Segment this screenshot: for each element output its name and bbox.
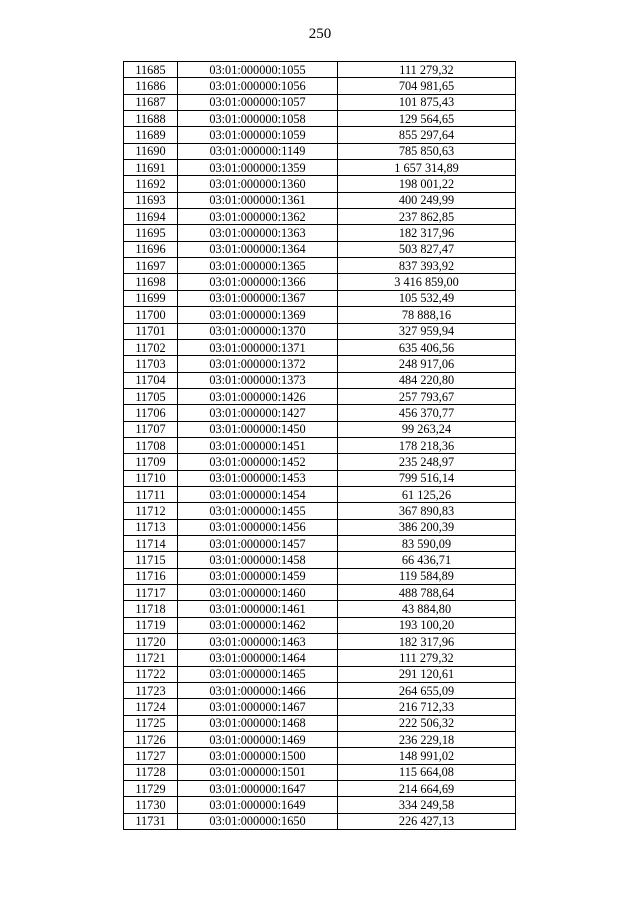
cadastral-number-cell: 03:01:000000:1359: [178, 160, 338, 176]
row-number-cell: 11692: [124, 176, 178, 192]
row-number-cell: 11689: [124, 127, 178, 143]
value-cell: 83 590,09: [338, 535, 516, 551]
cadastral-number-cell: 03:01:000000:1461: [178, 601, 338, 617]
row-number-cell: 11697: [124, 258, 178, 274]
table-row: [124, 634, 516, 650]
value-cell: 257 793,67: [338, 388, 516, 404]
table-row: [124, 209, 516, 225]
row-number-cell: 11710: [124, 470, 178, 486]
row-number-cell: 11708: [124, 437, 178, 453]
cadastral-number-cell: 03:01:000000:1455: [178, 503, 338, 519]
page-number: 250: [308, 26, 332, 42]
value-cell: 216 712,33: [338, 699, 516, 715]
row-number-cell: 11719: [124, 617, 178, 633]
row-number-cell: 11723: [124, 683, 178, 699]
row-number-cell: 11724: [124, 699, 178, 715]
table-row: [124, 241, 516, 257]
value-cell: 193 100,20: [338, 617, 516, 633]
row-number-cell: 11706: [124, 405, 178, 421]
value-cell: 148 991,02: [338, 748, 516, 764]
value-cell: 235 248,97: [338, 454, 516, 470]
value-cell: 198 001,22: [338, 176, 516, 192]
value-cell: 99 263,24: [338, 421, 516, 437]
value-cell: 66 436,71: [338, 552, 516, 568]
value-cell: 635 406,56: [338, 339, 516, 355]
cadastral-number-cell: 03:01:000000:1460: [178, 585, 338, 601]
value-cell: 111 279,32: [338, 650, 516, 666]
value-cell: 119 584,89: [338, 568, 516, 584]
value-cell: 367 890,83: [338, 503, 516, 519]
table-row: [124, 748, 516, 764]
row-number-cell: 11691: [124, 160, 178, 176]
row-number-cell: 11700: [124, 307, 178, 323]
table-row: [124, 437, 516, 453]
row-number-cell: 11726: [124, 732, 178, 748]
cadastral-number-cell: 03:01:000000:1366: [178, 274, 338, 290]
cadastral-number-cell: 03:01:000000:1055: [178, 62, 338, 78]
cadastral-number-cell: 03:01:000000:1647: [178, 781, 338, 797]
value-cell: 43 884,80: [338, 601, 516, 617]
cadastral-number-cell: 03:01:000000:1426: [178, 388, 338, 404]
row-number-cell: 11720: [124, 634, 178, 650]
table-row: [124, 388, 516, 404]
cadastral-number-cell: 03:01:000000:1371: [178, 339, 338, 355]
cadastral-number-cell: 03:01:000000:1057: [178, 94, 338, 110]
table-row: [124, 552, 516, 568]
row-number-cell: 11709: [124, 454, 178, 470]
table-row: [124, 617, 516, 633]
table-row: [124, 258, 516, 274]
cadastral-number-cell: 03:01:000000:1457: [178, 535, 338, 551]
cadastral-number-cell: 03:01:000000:1360: [178, 176, 338, 192]
value-cell: 222 506,32: [338, 715, 516, 731]
cadastral-number-cell: 03:01:000000:1650: [178, 813, 338, 829]
cadastral-value-table: [123, 61, 516, 830]
cadastral-number-cell: 03:01:000000:1501: [178, 764, 338, 780]
value-cell: 214 664,69: [338, 781, 516, 797]
cadastral-number-cell: 03:01:000000:1456: [178, 519, 338, 535]
table-row: [124, 225, 516, 241]
row-number-cell: 11702: [124, 339, 178, 355]
value-cell: 264 655,09: [338, 683, 516, 699]
table-row: [124, 307, 516, 323]
cadastral-number-cell: 03:01:000000:1369: [178, 307, 338, 323]
row-number-cell: 11718: [124, 601, 178, 617]
cadastral-number-cell: 03:01:000000:1451: [178, 437, 338, 453]
row-number-cell: 11714: [124, 535, 178, 551]
row-number-cell: 11729: [124, 781, 178, 797]
value-cell: 3 416 859,00: [338, 274, 516, 290]
cadastral-number-cell: 03:01:000000:1367: [178, 290, 338, 306]
row-number-cell: 11694: [124, 209, 178, 225]
row-number-cell: 11690: [124, 143, 178, 159]
table-row: [124, 568, 516, 584]
value-cell: 237 862,85: [338, 209, 516, 225]
value-cell: 400 249,99: [338, 192, 516, 208]
value-cell: 101 875,43: [338, 94, 516, 110]
value-cell: 334 249,58: [338, 797, 516, 813]
value-cell: 488 788,64: [338, 585, 516, 601]
row-number-cell: 11703: [124, 356, 178, 372]
row-number-cell: 11707: [124, 421, 178, 437]
table-row: [124, 143, 516, 159]
cadastral-number-cell: 03:01:000000:1058: [178, 111, 338, 127]
table-row: [124, 470, 516, 486]
cadastral-number-cell: 03:01:000000:1500: [178, 748, 338, 764]
table-row: [124, 781, 516, 797]
table-row: [124, 732, 516, 748]
table-row: [124, 454, 516, 470]
value-cell: 837 393,92: [338, 258, 516, 274]
value-cell: 236 229,18: [338, 732, 516, 748]
cadastral-number-cell: 03:01:000000:1149: [178, 143, 338, 159]
row-number-cell: 11696: [124, 241, 178, 257]
table-row: [124, 192, 516, 208]
cadastral-number-cell: 03:01:000000:1372: [178, 356, 338, 372]
cadastral-number-cell: 03:01:000000:1450: [178, 421, 338, 437]
value-cell: 704 981,65: [338, 78, 516, 94]
cadastral-number-cell: 03:01:000000:1365: [178, 258, 338, 274]
value-cell: 503 827,47: [338, 241, 516, 257]
table-row: [124, 160, 516, 176]
cadastral-number-cell: 03:01:000000:1452: [178, 454, 338, 470]
value-cell: 327 959,94: [338, 323, 516, 339]
value-cell: 105 532,49: [338, 290, 516, 306]
table-row: [124, 372, 516, 388]
cadastral-number-cell: 03:01:000000:1463: [178, 634, 338, 650]
table-row: [124, 274, 516, 290]
row-number-cell: 11701: [124, 323, 178, 339]
row-number-cell: 11728: [124, 764, 178, 780]
cadastral-number-cell: 03:01:000000:1462: [178, 617, 338, 633]
table-row: [124, 421, 516, 437]
table-row: [124, 699, 516, 715]
row-number-cell: 11685: [124, 62, 178, 78]
row-number-cell: 11712: [124, 503, 178, 519]
row-number-cell: 11716: [124, 568, 178, 584]
row-number-cell: 11698: [124, 274, 178, 290]
table-row: [124, 111, 516, 127]
cadastral-number-cell: 03:01:000000:1362: [178, 209, 338, 225]
row-number-cell: 11721: [124, 650, 178, 666]
table-row: [124, 323, 516, 339]
cadastral-number-cell: 03:01:000000:1373: [178, 372, 338, 388]
row-number-cell: 11715: [124, 552, 178, 568]
table-row: [124, 127, 516, 143]
table-row: [124, 356, 516, 372]
value-cell: 484 220,80: [338, 372, 516, 388]
row-number-cell: 11731: [124, 813, 178, 829]
value-cell: 291 120,61: [338, 666, 516, 682]
table-row: [124, 486, 516, 502]
table-row: [124, 585, 516, 601]
row-number-cell: 11711: [124, 486, 178, 502]
row-number-cell: 11688: [124, 111, 178, 127]
row-number-cell: 11730: [124, 797, 178, 813]
row-number-cell: 11727: [124, 748, 178, 764]
table-row: [124, 290, 516, 306]
table-row: [124, 715, 516, 731]
table-row: [124, 405, 516, 421]
cadastral-number-cell: 03:01:000000:1453: [178, 470, 338, 486]
table-row: [124, 78, 516, 94]
table-row: [124, 176, 516, 192]
cadastral-number-cell: 03:01:000000:1361: [178, 192, 338, 208]
row-number-cell: 11693: [124, 192, 178, 208]
table-row: [124, 519, 516, 535]
row-number-cell: 11704: [124, 372, 178, 388]
cadastral-number-cell: 03:01:000000:1364: [178, 241, 338, 257]
cadastral-number-cell: 03:01:000000:1649: [178, 797, 338, 813]
cadastral-number-cell: 03:01:000000:1454: [178, 486, 338, 502]
table-row: [124, 94, 516, 110]
row-number-cell: 11705: [124, 388, 178, 404]
cadastral-number-cell: 03:01:000000:1363: [178, 225, 338, 241]
row-number-cell: 11717: [124, 585, 178, 601]
value-cell: 386 200,39: [338, 519, 516, 535]
value-cell: 855 297,64: [338, 127, 516, 143]
cadastral-number-cell: 03:01:000000:1458: [178, 552, 338, 568]
value-cell: 799 516,14: [338, 470, 516, 486]
row-number-cell: 11686: [124, 78, 178, 94]
row-number-cell: 11687: [124, 94, 178, 110]
cadastral-number-cell: 03:01:000000:1468: [178, 715, 338, 731]
row-number-cell: 11713: [124, 519, 178, 535]
cadastral-number-cell: 03:01:000000:1056: [178, 78, 338, 94]
cadastral-number-cell: 03:01:000000:1464: [178, 650, 338, 666]
table-row: [124, 62, 516, 78]
value-cell: 129 564,65: [338, 111, 516, 127]
row-number-cell: 11722: [124, 666, 178, 682]
value-cell: 248 917,06: [338, 356, 516, 372]
table-row: [124, 764, 516, 780]
table-row: [124, 535, 516, 551]
cadastral-number-cell: 03:01:000000:1469: [178, 732, 338, 748]
row-number-cell: 11695: [124, 225, 178, 241]
table-row: [124, 503, 516, 519]
table-row: [124, 339, 516, 355]
cadastral-number-cell: 03:01:000000:1465: [178, 666, 338, 682]
table-row: [124, 813, 516, 829]
table-body: [124, 62, 516, 830]
table-row: [124, 797, 516, 813]
cadastral-number-cell: 03:01:000000:1427: [178, 405, 338, 421]
cadastral-number-cell: 03:01:000000:1059: [178, 127, 338, 143]
value-cell: 115 664,08: [338, 764, 516, 780]
table-row: [124, 666, 516, 682]
table-row: [124, 683, 516, 699]
row-number-cell: 11725: [124, 715, 178, 731]
value-cell: 182 317,96: [338, 225, 516, 241]
table-row: [124, 601, 516, 617]
value-cell: 1 657 314,89: [338, 160, 516, 176]
cadastral-number-cell: 03:01:000000:1467: [178, 699, 338, 715]
value-cell: 61 125,26: [338, 486, 516, 502]
cadastral-number-cell: 03:01:000000:1466: [178, 683, 338, 699]
cadastral-number-cell: 03:01:000000:1459: [178, 568, 338, 584]
value-cell: 78 888,16: [338, 307, 516, 323]
value-cell: 785 850,63: [338, 143, 516, 159]
value-cell: 456 370,77: [338, 405, 516, 421]
table-row: [124, 650, 516, 666]
row-number-cell: 11699: [124, 290, 178, 306]
value-cell: 226 427,13: [338, 813, 516, 829]
value-cell: 182 317,96: [338, 634, 516, 650]
value-cell: 178 218,36: [338, 437, 516, 453]
value-cell: 111 279,32: [338, 62, 516, 78]
cadastral-number-cell: 03:01:000000:1370: [178, 323, 338, 339]
